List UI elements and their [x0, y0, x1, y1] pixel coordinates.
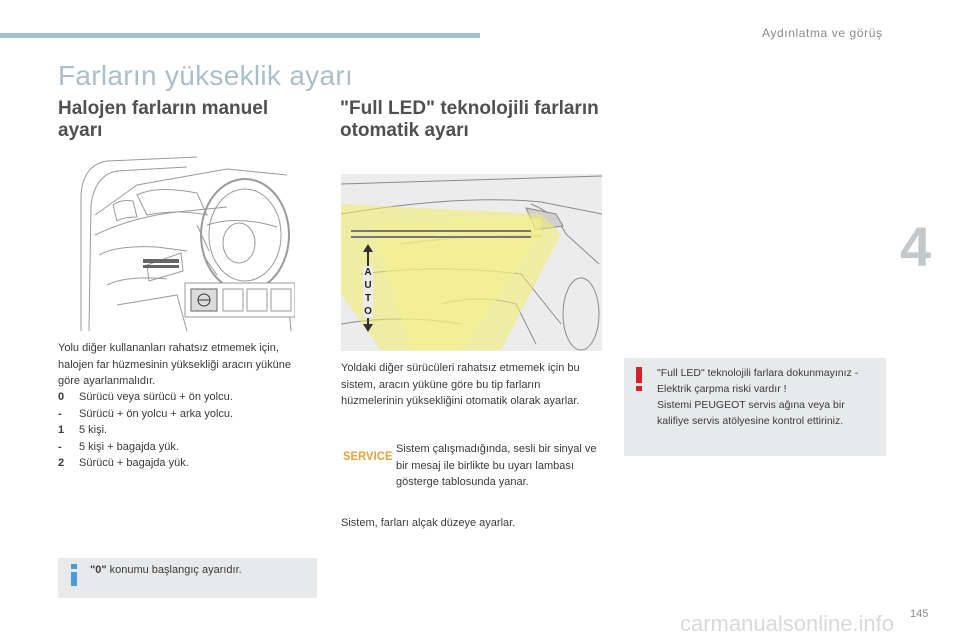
warning-icon [635, 367, 643, 391]
position-desc: Sürücü veya sürücü + ön yolcu. [79, 391, 233, 403]
position-key: - [58, 440, 62, 453]
position-desc: Sürücü + ön yolcu + arka yolcu. [79, 407, 234, 420]
led-heading: "Full LED" teknolojili farların otomatik ayarı [340, 98, 599, 141]
headlight-illustration [341, 174, 602, 351]
service-text: Sistem çalışmadığında, sesli bir sinyal ve bir mesaj ile birlikte bu uyarı lambası gösterge tablosunda yanar. [396, 443, 597, 488]
warning-line-1: "Full LED" teknolojili farlara dokunmayınız - Elektrik çarpma riski vardır ! [657, 367, 859, 395]
position-desc: 5 kişi. [79, 424, 108, 436]
info-icon [68, 564, 80, 586]
position-key: 2 [58, 457, 65, 469]
warning-text [657, 365, 879, 429]
position-list [58, 389, 298, 472]
info-note [58, 558, 317, 598]
info-rest: konumu başlangıç ayarıdır. [106, 564, 242, 576]
fallback-text: Sistem, farları alçak düzeye ayarlar. [341, 517, 516, 529]
page-title: Farların yükseklik ayarı [58, 60, 354, 91]
section-title: Aydınlatma ve görüş [762, 26, 883, 40]
watermark: carmanualsonline.info [680, 611, 895, 636]
led-intro: Yoldaki diğer sürücüleri rahatsız etmemek için bu sistem, aracın yüküne göre bu tip farların hüzmelerinin yüksekliğini otomatik olarak ayarlar. [341, 362, 580, 407]
list-item [58, 406, 298, 423]
list-item [58, 389, 298, 406]
warning-line-2: Sistemi PEUGEOT servis ağına veya bir kalifiye servis atölyesine kontrol ettiriniz. [657, 399, 845, 427]
chapter-number: 4 [900, 215, 932, 278]
list-item [58, 422, 298, 439]
header-accent-bar [0, 33, 480, 38]
halogen-heading: Halojen farların manuel ayarı [58, 98, 269, 141]
info-text [90, 564, 242, 576]
position-desc: 5 kişi + bagajda yük. [79, 440, 179, 453]
dashboard-illustration [77, 155, 295, 335]
position-key: 1 [58, 424, 65, 436]
halogen-intro: Yolu diğer kullananları rahatsız etmemek için, halojen far hüzmesinin yüksekliği aracın yüküne göre ayarlanmalıdır. [58, 342, 291, 387]
position-key: 0 [58, 391, 65, 403]
list-item [58, 439, 298, 456]
auto-label: A U T O [364, 267, 372, 317]
position-desc: Sürücü + bagajda yük. [79, 457, 189, 469]
page-number: 145 [910, 608, 929, 620]
service-warning-icon: SERVICE [343, 449, 393, 463]
position-key: - [58, 407, 62, 420]
warning-note [624, 358, 886, 456]
list-item [58, 455, 298, 472]
info-bold: "0" [90, 564, 107, 576]
